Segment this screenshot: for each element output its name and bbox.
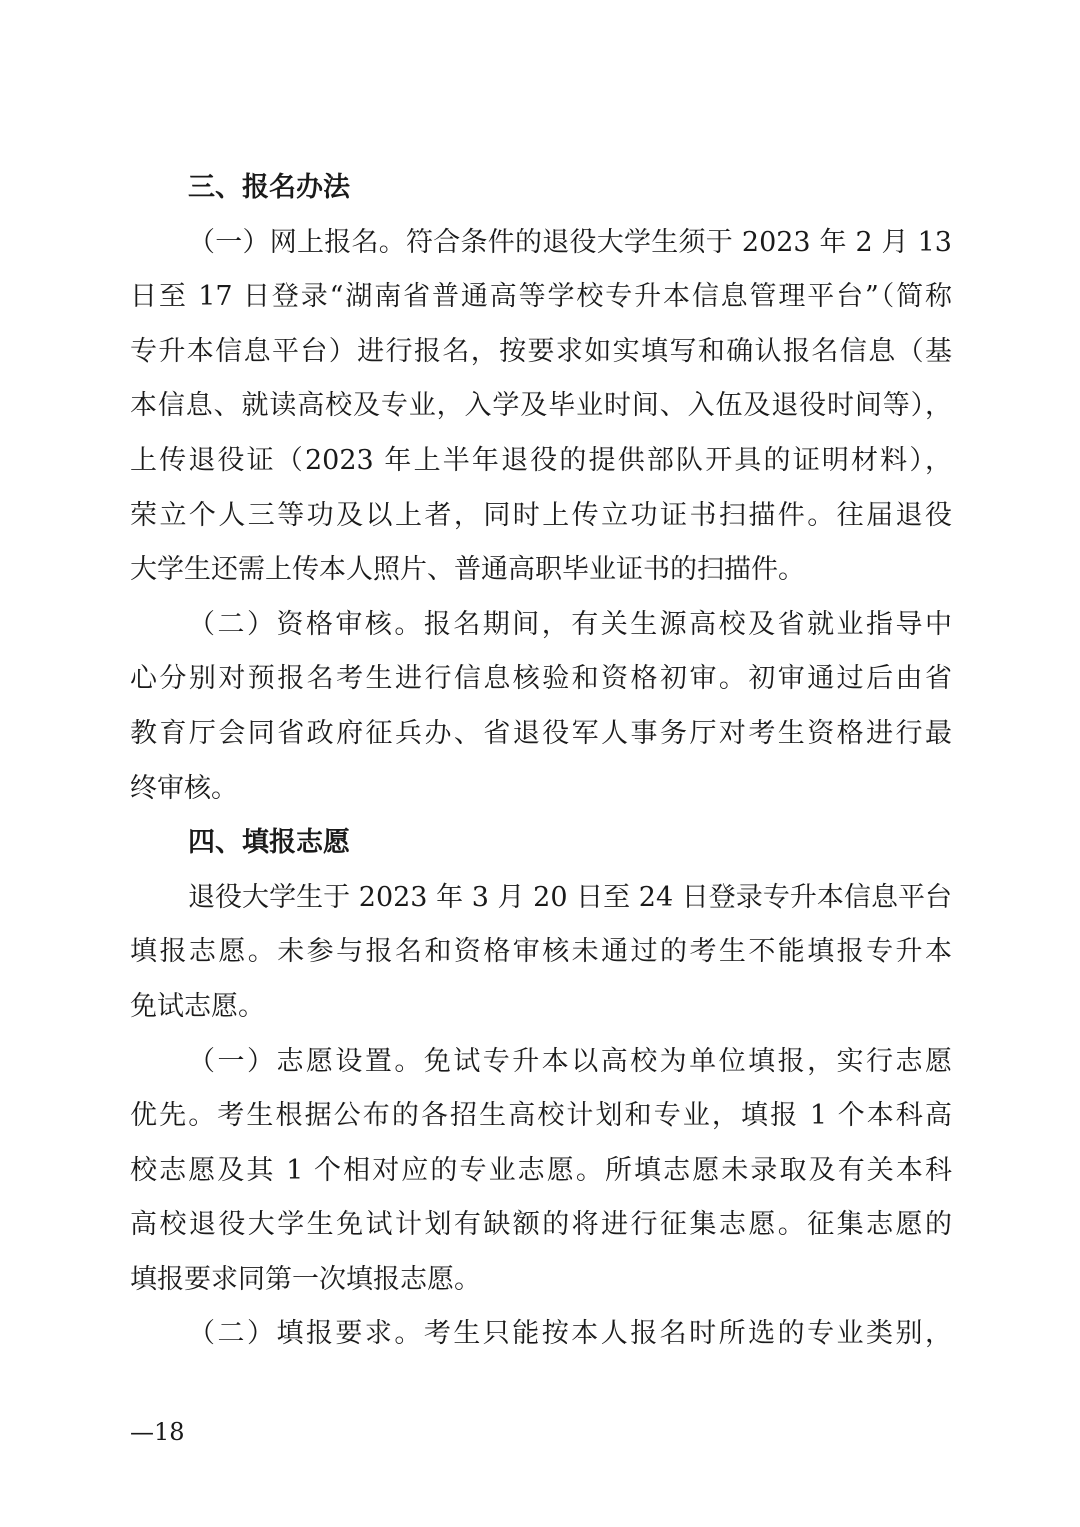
paragraph-line: 填报要求同第一次填报志愿。 [130,1263,481,1295]
section-heading-registration: 三、报名办法 [188,172,350,203]
paragraph-line: 退役大学生于 2023 年 3 月 20 日至 24 日登录专升本信息平台 [188,881,952,913]
page-number: —18 [130,1418,185,1446]
section-heading-preferences: 四、填报志愿 [188,827,350,859]
paragraph-line: 免试志愿。 [130,990,265,1022]
paragraph-line: （一）网上报名。符合条件的退役大学生须于 2023 年 2 月 13 [188,226,952,258]
paragraph-line: 荣立个人三等功及以上者，同时上传立功证书扫描件。往届退役 [130,499,952,531]
paragraph-line: 高校退役大学生免试计划有缺额的将进行征集志愿。征集志愿的 [130,1209,952,1241]
paragraph-line: 教育厅会同省政府征兵办、省退役军人事务厅对考生资格进行最 [130,717,952,749]
paragraph-line: 本信息、就读高校及专业，入学及毕业时间、入伍及退役时间等）， [130,390,952,422]
paragraph-line: 终审核。 [130,772,238,804]
paragraph-line: 校志愿及其 1 个相对应的专业志愿。所填志愿未录取及有关本科 [130,1154,952,1186]
paragraph-line: （二）填报要求。考生只能按本人报名时所选的专业类别， [188,1318,952,1350]
paragraph-line: 上传退役证（2023 年上半年退役的提供部队开具的证明材料）， [130,444,952,476]
paragraph-line: 填报志愿。未参与报名和资格审核未通过的考生不能填报专升本 [130,936,952,968]
document-body [130,161,952,1362]
paragraph-line: 大学生还需上传本人照片、普通高职毕业证书的扫描件。 [130,554,805,586]
paragraph-line: （一）志愿设置。免试专升本以高校为单位填报，实行志愿 [188,1045,952,1077]
paragraph-line: 心分别对预报名考生进行信息核验和资格初审。初审通过后由省 [130,663,952,695]
paragraph-line: （二）资格审核。报名期间，有关生源高校及省就业指导中 [188,608,952,640]
paragraph-line: 优先。考生根据公布的各招生高校计划和专业，填报 1 个本科高 [130,1100,952,1132]
paragraph-line: 日至 17 日登录“湖南省普通高等学校专升本信息管理平台”（简称 [130,281,952,313]
paragraph-line: 专升本信息平台）进行报名，按要求如实填写和确认报名信息（基 [130,335,952,367]
